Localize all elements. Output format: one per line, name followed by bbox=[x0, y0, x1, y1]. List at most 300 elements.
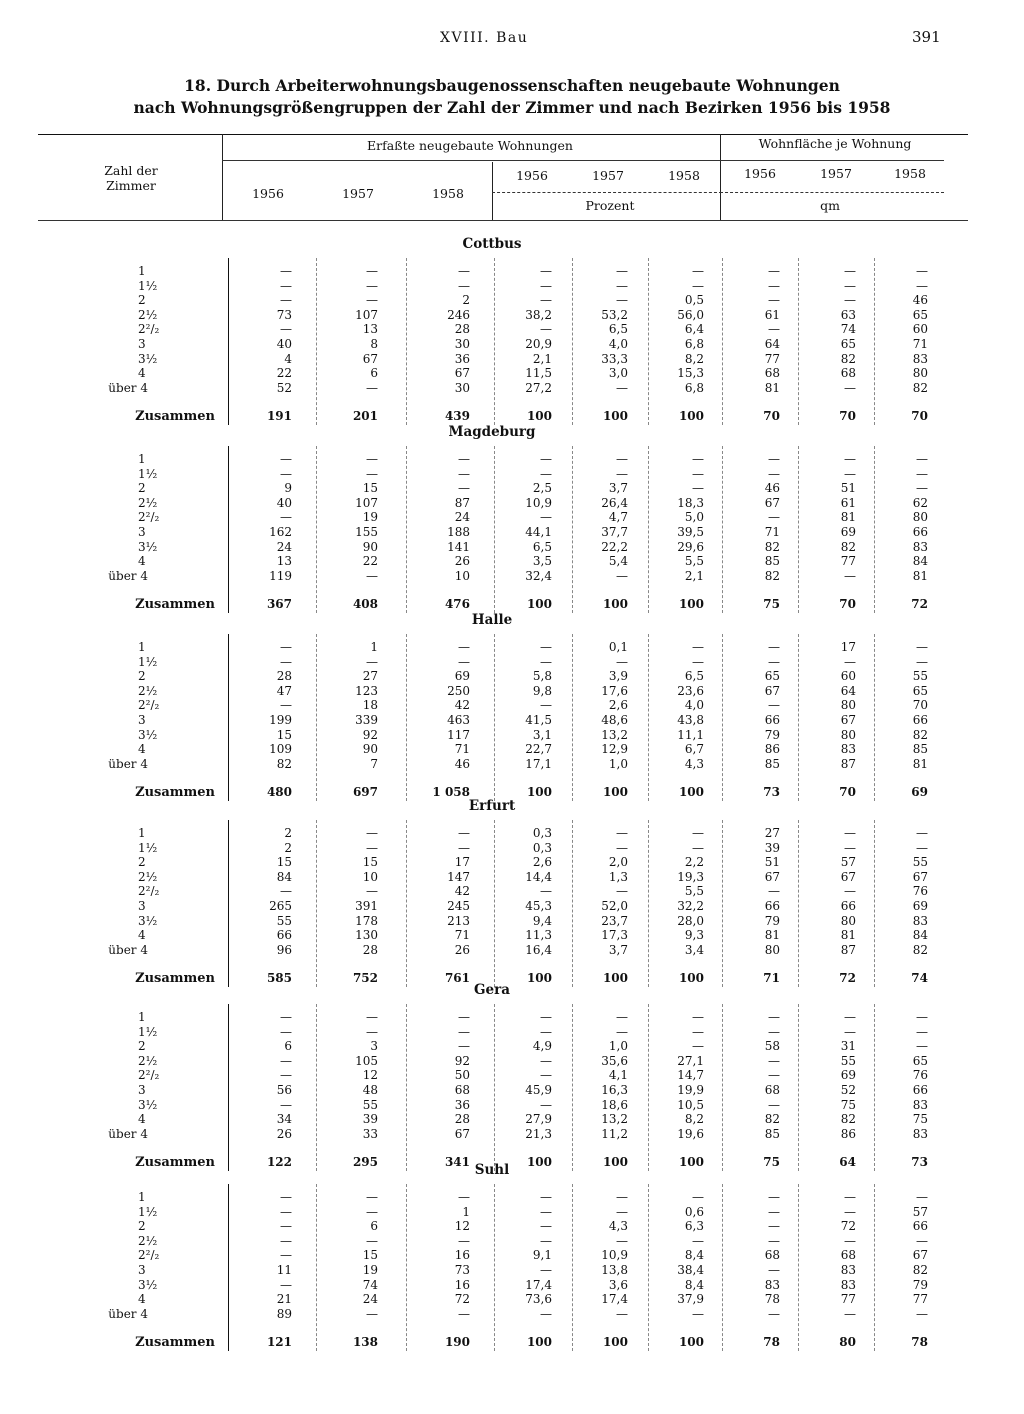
row-label: 3 bbox=[138, 899, 146, 913]
table-cell: — bbox=[616, 264, 628, 278]
table-cell: 11,1 bbox=[677, 727, 704, 742]
table-cell: 44,1 bbox=[525, 525, 552, 539]
table-cell: 68 bbox=[764, 1248, 780, 1263]
table-cell: 92 bbox=[454, 1053, 470, 1068]
table-cell: — bbox=[540, 698, 552, 713]
table-cell: 81 bbox=[840, 510, 856, 525]
row-label: über 4 bbox=[108, 380, 148, 395]
table-cell: — bbox=[458, 481, 470, 496]
table-cell: 119 bbox=[269, 568, 292, 583]
table-cell: 55 bbox=[276, 913, 292, 928]
total-cell: 75 bbox=[763, 597, 780, 612]
table-cell: — bbox=[768, 1204, 780, 1219]
table-cell: — bbox=[916, 654, 928, 669]
table-cell: 41,5 bbox=[525, 713, 552, 727]
table-cell: 66 bbox=[276, 928, 292, 943]
table-cell: 16,4 bbox=[525, 942, 552, 957]
table-cell: 45,3 bbox=[525, 899, 552, 913]
table-cell: — bbox=[458, 1233, 470, 1248]
table-cell: 40 bbox=[276, 337, 292, 351]
table-cell: 4,0 bbox=[684, 698, 704, 713]
table-cell: — bbox=[692, 278, 704, 293]
table-cell: — bbox=[280, 1068, 292, 1083]
row-label: 3½ bbox=[138, 539, 158, 554]
row-label: 1½ bbox=[138, 1024, 158, 1039]
table-cell: 82 bbox=[912, 727, 928, 742]
table-cell: — bbox=[844, 840, 856, 855]
table-cell: 48 bbox=[362, 1083, 378, 1097]
table-cell: 19 bbox=[362, 510, 378, 525]
table-cell: — bbox=[280, 698, 292, 713]
table-cell: 52 bbox=[840, 1083, 856, 1097]
row-label: 2½ bbox=[138, 869, 158, 884]
table-cell: 57 bbox=[912, 1204, 928, 1219]
table-cell: 15 bbox=[362, 481, 378, 496]
table-cell: — bbox=[540, 1233, 552, 1248]
table-cell: 155 bbox=[355, 525, 378, 539]
row-label: über 4 bbox=[108, 942, 148, 957]
table-cell: 46 bbox=[912, 293, 928, 308]
row-label: 4 bbox=[138, 742, 146, 757]
row-label: 1½ bbox=[138, 654, 158, 669]
table-cell: 26 bbox=[276, 1126, 292, 1141]
table-cell: 36 bbox=[454, 1097, 470, 1112]
table-cell: — bbox=[540, 640, 552, 654]
table-cell: 80 bbox=[912, 366, 928, 381]
total-cell: 70 bbox=[763, 409, 780, 424]
table-cell: 8 bbox=[370, 337, 378, 351]
table-cell: 2,1 bbox=[684, 568, 704, 583]
table-cell: — bbox=[540, 1306, 552, 1321]
table-cell: — bbox=[692, 1306, 704, 1321]
table-cell: 64 bbox=[764, 337, 780, 351]
table-cell: 55 bbox=[912, 669, 928, 684]
table-cell: 4 bbox=[284, 351, 292, 366]
table-cell: 80 bbox=[764, 942, 780, 957]
table-cell: — bbox=[916, 481, 928, 496]
table-cell: — bbox=[692, 264, 704, 278]
table-cell: 107 bbox=[355, 307, 378, 322]
table-cell: — bbox=[366, 293, 378, 308]
table-cell: — bbox=[366, 1233, 378, 1248]
table-cell: — bbox=[366, 568, 378, 583]
unit-percent: Prozent bbox=[585, 198, 635, 213]
row-label: über 4 bbox=[108, 1126, 148, 1141]
table-cell: — bbox=[768, 1219, 780, 1234]
table-cell: 56,0 bbox=[677, 307, 704, 322]
row-label: 2 bbox=[138, 669, 146, 684]
table-cell: — bbox=[616, 1233, 628, 1248]
row-label: 1½ bbox=[138, 1204, 158, 1219]
row-label: 1 bbox=[138, 826, 146, 840]
table-cell: 5,8 bbox=[532, 669, 552, 684]
table-cell: 66 bbox=[840, 899, 856, 913]
total-cell: 585 bbox=[266, 971, 292, 986]
table-cell: 81 bbox=[840, 928, 856, 943]
table-cell: — bbox=[692, 1024, 704, 1039]
table-cell: 14,7 bbox=[677, 1068, 704, 1083]
total-cell: 69 bbox=[911, 785, 928, 800]
table-cell: 1 bbox=[462, 1204, 470, 1219]
table-cell: — bbox=[540, 510, 552, 525]
year-header-3: 1956 bbox=[516, 168, 548, 183]
running-header: XVIII. Bau bbox=[440, 30, 529, 46]
table-cell: 19,6 bbox=[677, 1126, 704, 1141]
table-cell: 66 bbox=[764, 713, 780, 727]
table-cell: 2,0 bbox=[608, 855, 628, 870]
table-cell: — bbox=[540, 293, 552, 308]
table-cell: 83 bbox=[840, 1277, 856, 1292]
table-cell: 0,6 bbox=[684, 1204, 704, 1219]
table-cell: 82 bbox=[840, 1112, 856, 1127]
table-cell: 13,8 bbox=[601, 1263, 628, 1277]
table-cell: 69 bbox=[840, 525, 856, 539]
table-cell: 0,5 bbox=[684, 293, 704, 308]
row-label: 1 bbox=[138, 264, 146, 278]
total-cell: 100 bbox=[602, 409, 628, 424]
table-cell: 17,6 bbox=[601, 683, 628, 698]
table-cell: 62 bbox=[912, 495, 928, 510]
table-cell: 1,3 bbox=[608, 869, 628, 884]
total-cell: 480 bbox=[266, 785, 292, 800]
table-cell: — bbox=[692, 826, 704, 840]
table-cell: 11,2 bbox=[601, 1126, 628, 1141]
table-cell: 0,3 bbox=[532, 840, 552, 855]
table-cell: 74 bbox=[362, 1277, 378, 1292]
table-cell: — bbox=[768, 293, 780, 308]
table-cell: — bbox=[280, 1248, 292, 1263]
table-cell: 85 bbox=[912, 742, 928, 757]
table-cell: 53,2 bbox=[601, 307, 628, 322]
table-cell: 51 bbox=[764, 855, 780, 870]
table-cell: 85 bbox=[764, 554, 780, 569]
table-cell: — bbox=[768, 884, 780, 899]
total-cell: 121 bbox=[266, 1335, 292, 1350]
table-cell: 27,2 bbox=[525, 380, 552, 395]
table-cell: 13,2 bbox=[601, 1112, 628, 1127]
table-cell: 3,7 bbox=[608, 481, 628, 496]
table-cell: 3,9 bbox=[608, 669, 628, 684]
table-cell: — bbox=[280, 1190, 292, 1204]
unit-area: qm bbox=[820, 198, 840, 213]
table-cell: 33,3 bbox=[601, 351, 628, 366]
stub-divider bbox=[222, 134, 223, 220]
table-cell: 3,1 bbox=[532, 727, 552, 742]
table-cell: — bbox=[458, 640, 470, 654]
table-cell: 68 bbox=[840, 366, 856, 381]
total-cell: 75 bbox=[763, 1155, 780, 1170]
table-cell: 55 bbox=[912, 855, 928, 870]
table-cell: — bbox=[692, 654, 704, 669]
row-label: 1 bbox=[138, 640, 146, 654]
group-header-area: Wohnfläche je Wohnung bbox=[758, 136, 912, 151]
table-cell: — bbox=[616, 293, 628, 308]
table-cell: 6 bbox=[370, 1219, 378, 1234]
table-cell: 9 bbox=[284, 481, 292, 496]
table-cell: — bbox=[916, 264, 928, 278]
table-cell: 4,7 bbox=[608, 510, 628, 525]
table-cell: — bbox=[916, 452, 928, 466]
total-cell: 100 bbox=[678, 971, 704, 986]
table-cell: 29,6 bbox=[677, 539, 704, 554]
table-cell: — bbox=[844, 826, 856, 840]
table-cell: — bbox=[540, 1097, 552, 1112]
table-cell: 31 bbox=[840, 1039, 856, 1054]
total-cell: 367 bbox=[266, 597, 292, 612]
table-cell: 16,3 bbox=[601, 1083, 628, 1097]
total-cell: 100 bbox=[678, 409, 704, 424]
total-cell: 100 bbox=[602, 1335, 628, 1350]
table-cell: — bbox=[366, 840, 378, 855]
table-cell: — bbox=[458, 1190, 470, 1204]
table-cell: 11 bbox=[276, 1263, 292, 1277]
table-cell: 7 bbox=[370, 756, 378, 771]
table-cell: 246 bbox=[447, 307, 470, 322]
total-cell: 1 058 bbox=[432, 785, 470, 800]
table-cell: — bbox=[692, 640, 704, 654]
table-cell: 28 bbox=[454, 322, 470, 337]
table-cell: 19,9 bbox=[677, 1083, 704, 1097]
table-cell: 69 bbox=[912, 899, 928, 913]
table-cell: 6 bbox=[284, 1039, 292, 1054]
table-cell: — bbox=[768, 1306, 780, 1321]
table-cell: — bbox=[692, 481, 704, 496]
table-cell: 28 bbox=[276, 669, 292, 684]
row-label: 1½ bbox=[138, 840, 158, 855]
table-cell: 65 bbox=[912, 307, 928, 322]
table-cell: — bbox=[280, 1277, 292, 1292]
row-label: 2 bbox=[138, 855, 146, 870]
table-cell: — bbox=[458, 278, 470, 293]
table-cell: — bbox=[458, 1010, 470, 1024]
table-cell: — bbox=[280, 278, 292, 293]
table-cell: — bbox=[616, 466, 628, 481]
table-cell: 83 bbox=[840, 742, 856, 757]
table-cell: — bbox=[616, 452, 628, 466]
table-cell: 70 bbox=[912, 698, 928, 713]
table-title-line2: nach Wohnungsgrößengruppen der Zahl der Zimmer und nach Bezirken 1956 bis 1958 bbox=[133, 98, 891, 117]
table-cell: — bbox=[280, 640, 292, 654]
row-label: 2²/₂ bbox=[138, 322, 160, 337]
section-title: Halle bbox=[471, 612, 513, 628]
table-cell: 72 bbox=[454, 1292, 470, 1307]
table-cell: — bbox=[916, 1039, 928, 1054]
table-cell: 77 bbox=[912, 1292, 928, 1307]
year-header-6: 1956 bbox=[744, 166, 776, 181]
table-cell: — bbox=[540, 1024, 552, 1039]
table-cell: 66 bbox=[912, 713, 928, 727]
table-cell: 42 bbox=[454, 698, 470, 713]
total-label: Zusammen bbox=[135, 1155, 215, 1171]
subheader-rule-right bbox=[720, 160, 944, 161]
year-header-7: 1957 bbox=[820, 166, 852, 181]
table-cell: 10,9 bbox=[525, 495, 552, 510]
table-cell: 27 bbox=[764, 826, 780, 840]
table-cell: 14,4 bbox=[525, 869, 552, 884]
table-cell: 68 bbox=[764, 1083, 780, 1097]
table-cell: — bbox=[280, 452, 292, 466]
table-cell: — bbox=[692, 466, 704, 481]
table-cell: 9,4 bbox=[532, 913, 552, 928]
total-cell: 752 bbox=[352, 971, 378, 986]
table-cell: 12 bbox=[454, 1219, 470, 1234]
table-cell: 26 bbox=[454, 554, 470, 569]
table-cell: 6,5 bbox=[532, 539, 552, 554]
table-cell: 19,3 bbox=[677, 869, 704, 884]
table-cell: — bbox=[768, 698, 780, 713]
table-cell: 66 bbox=[912, 1219, 928, 1234]
table-cell: 81 bbox=[764, 380, 780, 395]
group-header-count: Erfaßte neugebaute Wohnungen bbox=[367, 138, 573, 153]
table-cell: 22 bbox=[276, 366, 292, 381]
row-label: 3 bbox=[138, 1083, 146, 1097]
row-label: über 4 bbox=[108, 1306, 148, 1321]
row-label: 2½ bbox=[138, 1233, 158, 1248]
table-cell: — bbox=[366, 452, 378, 466]
table-cell: 80 bbox=[912, 510, 928, 525]
table-cell: — bbox=[540, 466, 552, 481]
table-cell: — bbox=[768, 264, 780, 278]
table-cell: 72 bbox=[840, 1219, 856, 1234]
total-cell: 100 bbox=[526, 1335, 552, 1350]
table-cell: 90 bbox=[362, 539, 378, 554]
table-cell: 39,5 bbox=[677, 525, 704, 539]
table-cell: 6 bbox=[370, 366, 378, 381]
table-cell: 27 bbox=[362, 669, 378, 684]
table-cell: — bbox=[616, 380, 628, 395]
table-cell: 21 bbox=[276, 1292, 292, 1307]
table-cell: 66 bbox=[912, 525, 928, 539]
table-cell: — bbox=[916, 466, 928, 481]
table-cell: — bbox=[916, 840, 928, 855]
table-cell: 26 bbox=[454, 942, 470, 957]
table-cell: 24 bbox=[454, 510, 470, 525]
table-cell: 2,6 bbox=[608, 698, 628, 713]
table-cell: — bbox=[280, 264, 292, 278]
total-cell: 100 bbox=[526, 971, 552, 986]
table-cell: — bbox=[692, 1039, 704, 1054]
table-cell: — bbox=[540, 1190, 552, 1204]
year-header-8: 1958 bbox=[894, 166, 926, 181]
table-cell: — bbox=[844, 654, 856, 669]
row-label: 4 bbox=[138, 1292, 146, 1307]
subheader-rule-left bbox=[222, 160, 722, 161]
table-cell: 81 bbox=[912, 756, 928, 771]
stub-header: Zahl der Zimmer bbox=[104, 163, 158, 193]
row-label: 1 bbox=[138, 1190, 146, 1204]
table-cell: 42 bbox=[454, 884, 470, 899]
table-cell: — bbox=[768, 1097, 780, 1112]
table-cell: 6,8 bbox=[684, 380, 704, 395]
total-cell: 100 bbox=[526, 597, 552, 612]
table-cell: — bbox=[540, 452, 552, 466]
table-cell: 2,2 bbox=[684, 855, 704, 870]
table-cell: 73 bbox=[454, 1263, 470, 1277]
table-cell: 67 bbox=[764, 683, 780, 698]
total-cell: 408 bbox=[352, 597, 378, 612]
table-cell: 15 bbox=[362, 1248, 378, 1263]
table-cell: 15 bbox=[362, 855, 378, 870]
total-cell: 100 bbox=[678, 597, 704, 612]
row-label: 2½ bbox=[138, 683, 158, 698]
table-cell: 39 bbox=[764, 840, 780, 855]
table-cell: 46 bbox=[764, 481, 780, 496]
table-cell: 85 bbox=[764, 1126, 780, 1141]
table-cell: 8,4 bbox=[684, 1277, 704, 1292]
table-cell: 80 bbox=[840, 727, 856, 742]
total-label: Zusammen bbox=[135, 409, 215, 425]
table-cell: 17 bbox=[454, 855, 470, 870]
table-cell: 74 bbox=[840, 322, 856, 337]
table-cell: — bbox=[366, 264, 378, 278]
table-cell: 30 bbox=[454, 337, 470, 351]
table-cell: 68 bbox=[454, 1083, 470, 1097]
total-cell: 100 bbox=[678, 1335, 704, 1350]
table-cell: 87 bbox=[840, 942, 856, 957]
table-cell: — bbox=[844, 1024, 856, 1039]
table-cell: 32,4 bbox=[525, 568, 552, 583]
table-cell: — bbox=[540, 1204, 552, 1219]
row-label: 1 bbox=[138, 1010, 146, 1024]
total-cell: 100 bbox=[602, 785, 628, 800]
table-cell: — bbox=[692, 840, 704, 855]
table-cell: 10 bbox=[454, 568, 470, 583]
table-cell: 9,1 bbox=[532, 1248, 552, 1263]
total-cell: 100 bbox=[526, 785, 552, 800]
table-cell: — bbox=[844, 264, 856, 278]
row-label: 2 bbox=[138, 1219, 146, 1234]
section-title: Erfurt bbox=[468, 798, 516, 814]
table-cell: — bbox=[280, 1204, 292, 1219]
table-cell: 73 bbox=[276, 307, 292, 322]
table-cell: — bbox=[844, 884, 856, 899]
row-label: 3 bbox=[138, 525, 146, 539]
table-cell: 55 bbox=[362, 1097, 378, 1112]
table-cell: 86 bbox=[840, 1126, 856, 1141]
total-cell: 71 bbox=[763, 971, 780, 986]
table-cell: 5,5 bbox=[684, 884, 704, 899]
table-cell: — bbox=[768, 1263, 780, 1277]
table-cell: 17,3 bbox=[601, 928, 628, 943]
table-cell: 24 bbox=[276, 539, 292, 554]
header-bottom-rule bbox=[38, 220, 968, 221]
total-cell: 78 bbox=[911, 1335, 928, 1350]
row-label: 3½ bbox=[138, 351, 158, 366]
table-cell: 3,0 bbox=[608, 366, 628, 381]
table-cell: 82 bbox=[764, 539, 780, 554]
table-cell: 27,9 bbox=[525, 1112, 552, 1127]
table-cell: 77 bbox=[764, 351, 780, 366]
table-cell: 87 bbox=[840, 756, 856, 771]
total-cell: 70 bbox=[839, 785, 856, 800]
table-cell: 11,3 bbox=[525, 928, 552, 943]
table-cell: 18,6 bbox=[601, 1097, 628, 1112]
table-cell: 2 bbox=[284, 840, 292, 855]
total-cell: 138 bbox=[352, 1335, 378, 1350]
table-cell: 81 bbox=[764, 928, 780, 943]
table-cell: — bbox=[540, 264, 552, 278]
table-cell: 35,6 bbox=[601, 1053, 628, 1068]
total-cell: 100 bbox=[602, 1155, 628, 1170]
row-label: 2²/₂ bbox=[138, 1068, 160, 1083]
table-cell: 65 bbox=[912, 683, 928, 698]
table-cell: — bbox=[692, 1190, 704, 1204]
table-cell: — bbox=[916, 640, 928, 654]
table-cell: 75 bbox=[912, 1112, 928, 1127]
table-cell: 0,1 bbox=[608, 640, 628, 654]
table-cell: 83 bbox=[912, 913, 928, 928]
row-label: 3 bbox=[138, 1263, 146, 1277]
